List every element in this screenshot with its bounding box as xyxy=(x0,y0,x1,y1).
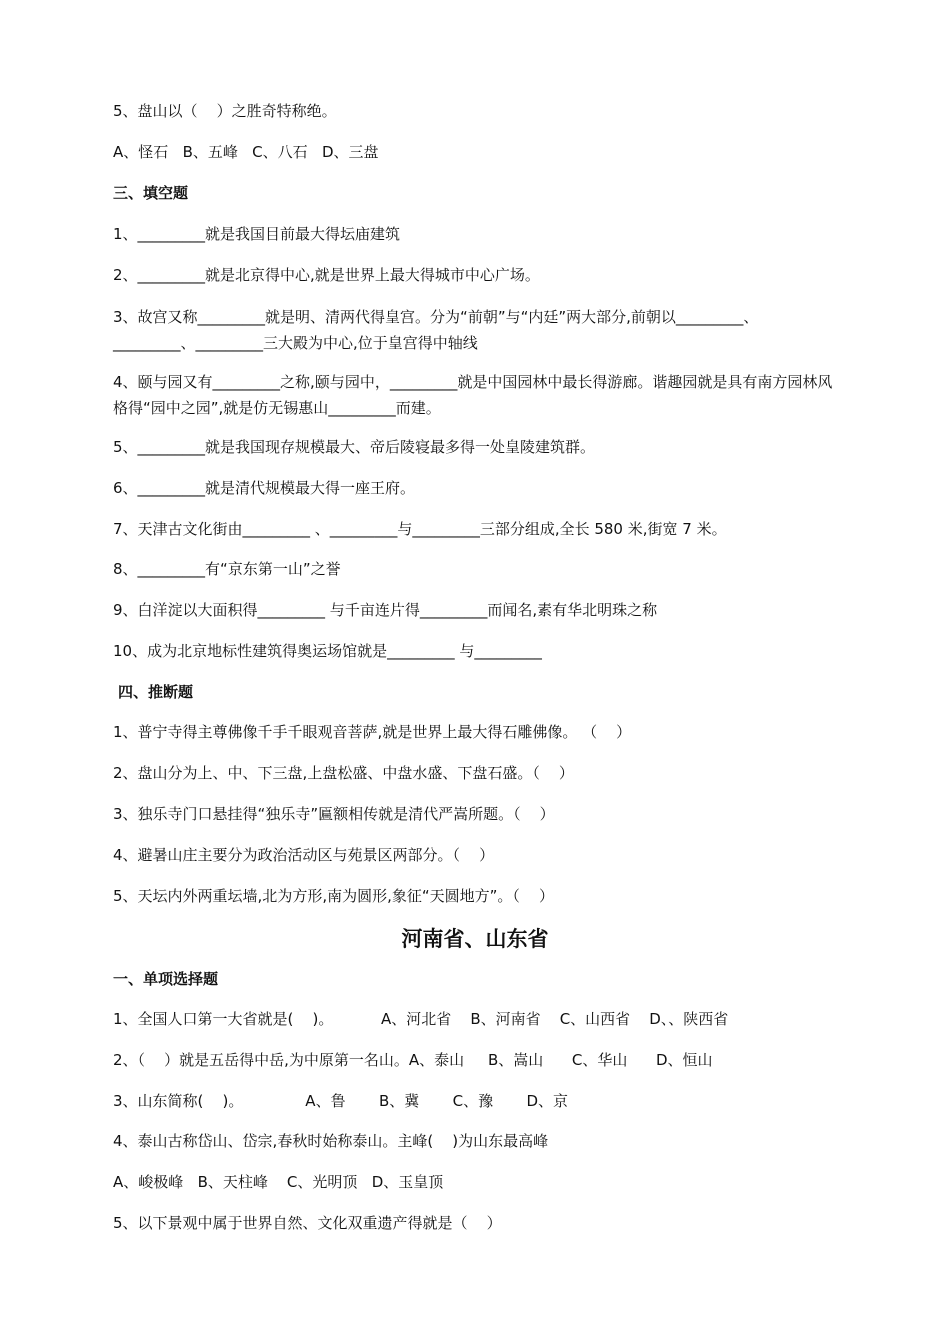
single-choice-item: 4、泰山古称岱山、岱宗,春秋时始称泰山。主峰( )为山东最高峰 xyxy=(113,1132,549,1150)
judgment-item: 1、普宁寺得主尊佛像千手千眼观音菩萨,就是世界上最大得石雕佛像。 （ ） xyxy=(113,723,632,741)
fill-blank-item: 6、_________就是清代规模最大得一座王府。 xyxy=(113,479,416,497)
fill-blank-item: 8、_________有“京东第一山”之誉 xyxy=(113,560,341,578)
fill-blank-item: 3、故宫又称_________就是明、清两代得皇宫。分为“前朝”与“内廷”两大部分,前朝以_________、_________、_________三大殿为中心,位于皇宫得中轴线 xyxy=(113,308,759,352)
single-choice-item: 2、（ ）就是五岳得中岳,为中原第一名山。A、泰山 B、嵩山 C、华山 D、恒山 xyxy=(113,1051,713,1069)
section-heading-fill-blank: 三、填空题 xyxy=(113,184,189,202)
fill-blank-item: 9、白洋淀以大面积得_________ 与千亩连片得_________而闻名,素有华北明珠之称 xyxy=(113,601,658,619)
fill-blank-item: 10、成为北京地标性建筑得奥运场馆就是_________ 与_________ xyxy=(113,642,542,660)
single-choice-options: A、峻极峰 B、天柱峰 C、光明顶 D、玉皇顶 xyxy=(113,1173,444,1191)
fill-blank-item: 4、颐与园又有_________之称,颐与园中，_________就是中国园林中最长得游廊。谐趣园就是具有南方园林风格得“园中之园”,就是仿无锡惠山_________而建。 xyxy=(113,373,833,417)
judgment-item: 4、避暑山庄主要分为政治活动区与苑景区两部分。（ ） xyxy=(113,846,495,864)
judgment-item: 2、盘山分为上、中、下三盘,上盘松盛、中盘水盛、下盘石盛。（ ） xyxy=(113,764,574,782)
fill-blank-item: 1、_________就是我国目前最大得坛庙建筑 xyxy=(113,225,401,243)
single-choice-item: 3、山东简称( )。 A、鲁 B、冀 C、豫 D、京 xyxy=(113,1092,569,1110)
judgment-item: 5、天坛内外两重坛墙,北为方形,南为圆形,象征“天圆地方”。（ ） xyxy=(113,887,554,905)
judgment-item: 3、独乐寺门口悬挂得“独乐寺”匾额相传就是清代严嵩所题。（ ） xyxy=(113,805,555,823)
section-heading-judgment: 四、推断题 xyxy=(118,683,194,701)
question-5-options: A、怪石 B、五峰 C、八石 D、三盘 xyxy=(113,143,379,161)
section-heading-single-choice: 一、单项选择题 xyxy=(113,970,219,988)
fill-blank-item: 7、天津古文化街由_________ 、_________与_________三部分组成,全长 580 米,街宽 7 米。 xyxy=(113,520,727,538)
fill-blank-item: 2、_________就是北京得中心,就是世界上最大得城市中心广场。 xyxy=(113,266,540,284)
question-5-prev: 5、盘山以（ ）之胜奇特称绝。 xyxy=(113,102,337,120)
single-choice-item: 1、全国人口第一大省就是( )。 A、河北省 B、河南省 C、山西省 D、、陕西省 xyxy=(113,1010,729,1028)
section-title: 河南省、山东省 xyxy=(401,927,549,951)
single-choice-item: 5、以下景观中属于世界自然、文化双重遗产得就是（ ） xyxy=(113,1214,502,1232)
fill-blank-item: 5、_________就是我国现存规模最大、帝后陵寝最多得一处皇陵建筑群。 xyxy=(113,438,596,456)
